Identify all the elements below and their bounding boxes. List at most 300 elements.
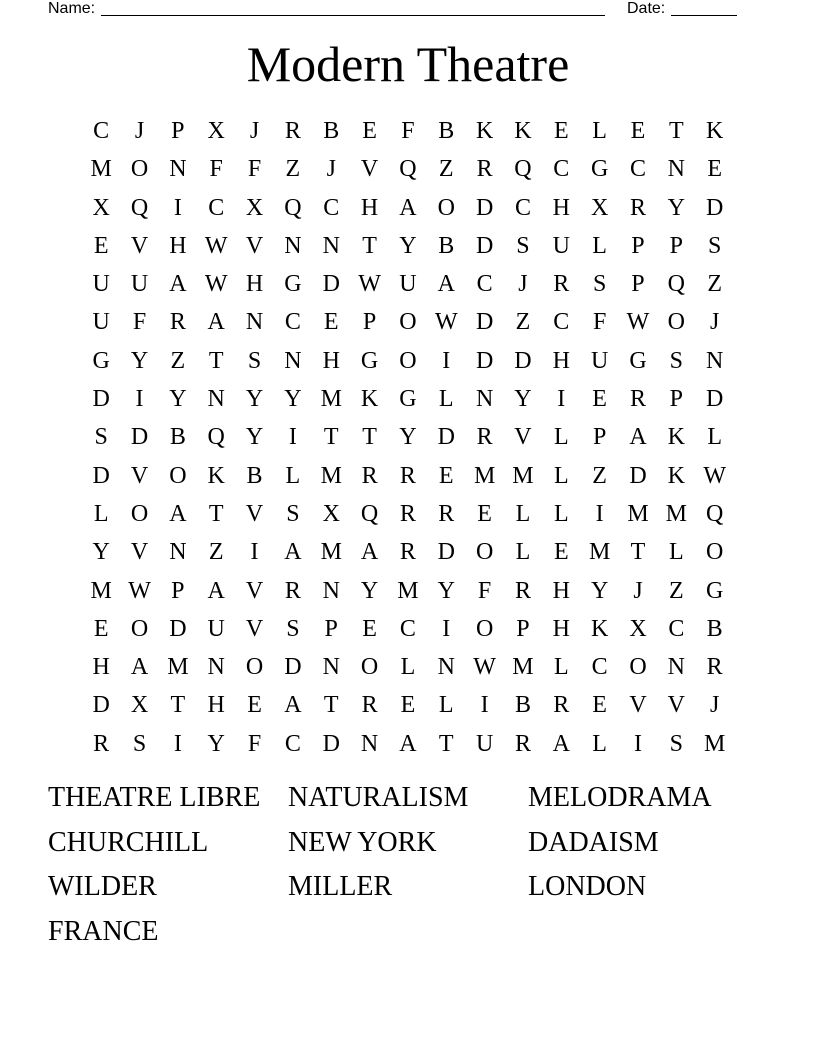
grid-letter: N — [207, 654, 225, 681]
grid-letter: P — [631, 232, 645, 259]
header — [48, 0, 740, 22]
grid-letter: I — [135, 386, 144, 413]
grid-letter: Q — [207, 424, 225, 451]
grid-letter: E — [362, 615, 377, 642]
grid-letter: I — [288, 424, 297, 451]
grid-letter: V — [360, 156, 379, 183]
grid-letter: S — [516, 232, 530, 259]
grid-letter: S — [132, 730, 147, 757]
grid-letter: E — [707, 156, 722, 183]
grid-letter: C — [284, 309, 301, 336]
grid-letter: I — [595, 500, 604, 527]
grid-letter: D — [130, 424, 149, 451]
grid-letter: M — [397, 577, 419, 604]
grid-letter: S — [286, 500, 300, 527]
grid-letter: Y — [360, 577, 379, 604]
grid-letter: V — [245, 232, 264, 259]
grid-letter: C — [553, 156, 570, 183]
grid-letter: H — [92, 654, 110, 681]
grid-letter: U — [552, 232, 570, 259]
grid-letter: E — [93, 232, 109, 259]
grid-letter: S — [286, 615, 300, 642]
name-field — [48, 0, 605, 18]
grid-letter: B — [169, 424, 186, 451]
grid-letter: E — [630, 118, 646, 144]
grid-letter: K — [514, 118, 532, 144]
grid-letter: N — [169, 539, 187, 566]
grid-letter: R — [361, 462, 378, 489]
grid-letter: V — [130, 462, 149, 489]
grid-letter: N — [667, 156, 685, 183]
grid-letter: C — [399, 615, 416, 642]
grid-letter: X — [92, 194, 110, 221]
grid-letter: E — [323, 309, 339, 336]
grid-letter: R — [629, 386, 646, 413]
name-label: Name: — [48, 0, 96, 17]
grid-letter: H — [322, 347, 340, 374]
grid-letter: O — [130, 156, 149, 183]
grid-letter: Q — [667, 271, 685, 298]
grid-letter: N — [169, 156, 187, 183]
word-list-item: THEATRE LIBRE — [48, 782, 261, 813]
grid-letter: H — [207, 692, 225, 719]
grid-letter: M — [90, 577, 112, 604]
grid-letter: U — [590, 347, 609, 374]
grid-letter: N — [667, 654, 685, 681]
grid-letter: D — [514, 347, 532, 374]
grid-letter: H — [245, 271, 264, 298]
grid-letter: K — [207, 462, 225, 489]
grid-letter: F — [592, 309, 607, 336]
grid-letter: O — [475, 539, 494, 566]
grid-letter: M — [320, 386, 342, 413]
grid-letter: L — [553, 462, 569, 489]
grid-letter: Z — [707, 271, 722, 298]
grid-letter: N — [207, 386, 225, 413]
grid-letter: V — [245, 577, 264, 604]
grid-letter: A — [130, 654, 149, 681]
grid-letter: S — [669, 730, 683, 757]
word-list-item: MELODRAMA — [528, 782, 712, 813]
grid-letter: J — [518, 271, 528, 298]
grid-letter: Z — [285, 156, 301, 183]
grid-letter: J — [249, 118, 260, 144]
grid-letter: Q — [130, 194, 149, 221]
grid-letter: I — [250, 539, 259, 566]
grid-letter: V — [245, 500, 264, 527]
grid-letter: A — [207, 577, 225, 604]
grid-letter: F — [247, 730, 262, 757]
grid-letter: Y — [207, 730, 225, 757]
grid-letter: A — [284, 539, 302, 566]
grid-letter: I — [557, 386, 566, 413]
grid-letter: D — [475, 347, 494, 374]
grid-letter: Q — [399, 156, 417, 183]
word-list — [48, 781, 768, 960]
grid-letter: R — [284, 118, 301, 144]
grid-letter: X — [629, 615, 647, 642]
grid-letter: P — [669, 232, 683, 259]
page-title: Modern Theatre — [246, 36, 570, 92]
grid-letter: M — [704, 730, 726, 757]
grid-letter: X — [322, 500, 340, 527]
grid-letter: U — [475, 730, 494, 757]
grid-letter: D — [92, 462, 110, 489]
grid-letter: T — [208, 500, 224, 527]
grid-letter: K — [667, 462, 685, 489]
grid-letter: L — [707, 424, 722, 451]
grid-letter: T — [362, 232, 377, 259]
grid-letter: R — [706, 654, 723, 681]
grid-letter: E — [93, 615, 109, 642]
grid-letter: R — [284, 577, 301, 604]
grid-letter: A — [207, 309, 225, 336]
grid-letter: M — [90, 156, 112, 183]
grid-letter: Z — [438, 156, 454, 183]
grid-letter: F — [132, 309, 147, 336]
grid-letter: E — [477, 500, 492, 527]
grid-letter: L — [553, 424, 569, 451]
grid-letter: L — [553, 500, 569, 527]
grid-letter: D — [706, 386, 724, 413]
grid-letter: R — [361, 692, 378, 719]
grid-letter: P — [324, 615, 338, 642]
grid-letter: G — [590, 156, 609, 183]
grid-letter: L — [592, 232, 607, 259]
word-list-item: NEW YORK — [288, 826, 437, 858]
word-list-item: MILLER — [288, 871, 393, 903]
grid-letter: L — [592, 118, 607, 144]
grid-letter: T — [630, 539, 646, 566]
grid-letter: D — [437, 539, 455, 566]
grid-letter: L — [668, 539, 684, 566]
grid-letter: M — [665, 500, 687, 527]
grid-letter: O — [437, 194, 455, 221]
date-field — [627, 0, 737, 18]
grid-letter: U — [92, 309, 110, 336]
grid-letter: T — [362, 424, 377, 451]
grid-letter: E — [592, 692, 607, 719]
grid-letter: T — [668, 118, 684, 144]
grid-letter: N — [706, 347, 724, 374]
grid-letter: G — [92, 347, 110, 374]
grid-letter: O — [399, 309, 417, 336]
grid-letter: K — [706, 118, 724, 144]
grid-letter: I — [480, 692, 489, 719]
grid-letter: B — [246, 462, 263, 489]
grid-letter: Q — [514, 156, 532, 183]
grid-letter: A — [437, 271, 455, 298]
grid-letter: W — [128, 577, 151, 604]
grid-letter: B — [438, 232, 455, 259]
grid-letter: V — [245, 615, 264, 642]
grid-letter: J — [633, 577, 643, 604]
grid-letter: R — [169, 309, 186, 336]
grid-letter: T — [170, 692, 186, 719]
grid-letter: X — [245, 194, 264, 221]
grid-letter: O — [130, 500, 149, 527]
grid-letter: R — [399, 539, 416, 566]
grid-letter: E — [592, 386, 607, 413]
grid-letter: D — [437, 424, 455, 451]
grid-letter: Y — [130, 347, 149, 374]
grid-letter: I — [442, 347, 451, 374]
grid-letter: M — [473, 462, 496, 489]
grid-letter: X — [207, 118, 225, 144]
grid-letter: D — [475, 309, 494, 336]
grid-letter: P — [362, 309, 377, 336]
grid-letter: I — [173, 730, 182, 757]
grid-letter: D — [475, 232, 494, 259]
grid-letter: J — [326, 156, 336, 183]
grid-letter: Y — [245, 424, 264, 451]
grid-letter: A — [552, 730, 570, 757]
grid-letter: N — [284, 232, 302, 259]
grid-letter: E — [553, 539, 569, 566]
grid-letter: H — [552, 347, 570, 374]
grid-letter: B — [438, 118, 455, 144]
grid-letter: K — [360, 386, 379, 413]
grid-letter: S — [669, 347, 683, 374]
grid-letter: D — [92, 692, 110, 719]
grid-letter: O — [399, 347, 417, 374]
grid-letter: W — [626, 309, 650, 336]
grid-letter: C — [93, 118, 110, 144]
grid-letter: J — [134, 118, 145, 144]
grid-letter: Y — [284, 386, 302, 413]
grid-letter: L — [285, 462, 301, 489]
grid-letter: V — [667, 692, 685, 719]
grid-letter: H — [552, 577, 570, 604]
grid-letter: R — [476, 156, 493, 183]
grid-letter: W — [703, 462, 726, 489]
grid-letter: L — [438, 692, 454, 719]
grid-letter: Q — [360, 500, 379, 527]
grid-letter: C — [323, 194, 340, 221]
grid-letter: Y — [92, 539, 110, 566]
grid-letter: K — [590, 615, 609, 642]
grid-letter: N — [245, 309, 264, 336]
grid-letter: L — [93, 500, 109, 527]
name-blank-line[interactable] — [101, 0, 605, 16]
grid-letter: C — [208, 194, 225, 221]
grid-letter: V — [130, 539, 149, 566]
date-blank-line[interactable] — [671, 0, 737, 16]
word-list-item: DADAISM — [528, 826, 659, 858]
grid-letter: R — [399, 462, 416, 489]
grid-letter: N — [475, 386, 494, 413]
grid-letter: F — [209, 156, 223, 183]
grid-letter: P — [516, 615, 530, 642]
grid-letter: S — [247, 347, 262, 374]
grid-letter: I — [442, 615, 451, 642]
grid-letter: V — [514, 424, 532, 451]
grid-letter: M — [627, 500, 649, 527]
grid-letter: W — [358, 271, 381, 298]
grid-letter: S — [707, 232, 722, 259]
grid-letter: W — [204, 232, 228, 259]
grid-letter: Y — [399, 424, 417, 451]
word-list-item: CHURCHILL — [48, 826, 209, 858]
grid-letter: Y — [399, 232, 417, 259]
grid-letter: X — [590, 194, 609, 221]
grid-letter: Y — [667, 194, 685, 221]
word-list-item: LONDON — [528, 871, 647, 903]
grid-letter: G — [284, 271, 302, 298]
grid-letter: J — [710, 309, 720, 336]
grid-letter: Z — [170, 347, 186, 374]
grid-letter: R — [438, 500, 455, 527]
grid-letter: F — [401, 118, 415, 144]
grid-letter: A — [399, 730, 417, 757]
grid-letter: G — [399, 386, 417, 413]
grid-letter: B — [323, 118, 340, 144]
word-list-item: NATURALISM — [288, 782, 469, 813]
grid-letter: M — [588, 539, 611, 566]
grid-letter: U — [130, 271, 149, 298]
grid-letter: W — [204, 271, 228, 298]
grid-letter: C — [591, 654, 608, 681]
grid-letter: R — [514, 730, 531, 757]
grid-letter: O — [706, 539, 724, 566]
grid-letter: T — [323, 424, 339, 451]
grid-letter: Z — [515, 309, 531, 336]
grid-letter: G — [629, 347, 647, 374]
grid-letter: R — [553, 271, 570, 298]
grid-letter: B — [514, 692, 531, 719]
grid-letter: O — [475, 615, 494, 642]
grid-letter: I — [173, 194, 182, 221]
grid-letter: V — [629, 692, 647, 719]
grid-letter: A — [169, 500, 187, 527]
grid-letter: F — [247, 156, 262, 183]
grid-letter: X — [130, 692, 149, 719]
grid-letter: G — [706, 577, 724, 604]
grid-letter: O — [245, 654, 264, 681]
grid-letter: Y — [514, 386, 532, 413]
grid-letter: O — [169, 462, 187, 489]
grid-letter: E — [438, 462, 454, 489]
grid-letter: E — [400, 692, 416, 719]
grid-letter: Q — [706, 500, 724, 527]
grid-letter: A — [284, 692, 302, 719]
grid-letter: G — [360, 347, 379, 374]
grid-letter: E — [362, 118, 377, 144]
grid-letter: V — [130, 232, 149, 259]
grid-letter: U — [207, 615, 225, 642]
grid-letter: S — [94, 424, 108, 451]
grid-letter: A — [399, 194, 417, 221]
grid-letter: A — [360, 539, 379, 566]
grid-letter: M — [320, 462, 342, 489]
grid-letter: P — [592, 424, 607, 451]
grid-letter: H — [552, 615, 570, 642]
grid-letter: N — [437, 654, 455, 681]
grid-letter: L — [400, 654, 416, 681]
grid-letter: T — [323, 692, 339, 719]
grid-letter: P — [171, 118, 185, 144]
grid-letter: O — [629, 654, 647, 681]
grid-letter: P — [631, 271, 645, 298]
grid-letter: L — [553, 654, 569, 681]
grid-letter: M — [512, 654, 534, 681]
grid-letter: C — [284, 730, 301, 757]
grid-letter: R — [553, 692, 570, 719]
grid-letter: N — [360, 730, 379, 757]
grid-letter: U — [92, 271, 110, 298]
grid-letter: O — [130, 615, 149, 642]
grid-letter: L — [515, 500, 531, 527]
grid-letter: Y — [590, 577, 609, 604]
grid-letter: A — [169, 271, 187, 298]
grid-letter: D — [475, 194, 494, 221]
grid-letter: Y — [245, 386, 264, 413]
grid-letter: Z — [668, 577, 684, 604]
word-list-item: WILDER — [48, 871, 157, 903]
grid-letter: D — [284, 654, 302, 681]
grid-letter: J — [710, 692, 720, 719]
grid-letter: A — [629, 424, 647, 451]
grid-letter: C — [668, 615, 685, 642]
grid-letter: N — [284, 347, 302, 374]
grid-letter: R — [399, 500, 416, 527]
grid-letter: M — [320, 539, 342, 566]
grid-letter: C — [514, 194, 531, 221]
grid-letter: Z — [208, 539, 224, 566]
grid-letter: Y — [437, 577, 455, 604]
grid-letter: D — [92, 386, 110, 413]
grid-letter: P — [669, 386, 683, 413]
grid-letter: Z — [592, 462, 607, 489]
grid-letter: C — [476, 271, 493, 298]
grid-letter: Q — [284, 194, 302, 221]
grid-letter: T — [438, 730, 454, 757]
grid-letter: L — [515, 539, 531, 566]
grid-letter: D — [629, 462, 647, 489]
grid-letter: D — [322, 271, 340, 298]
grid-letter: C — [629, 156, 646, 183]
grid-letter: C — [553, 309, 570, 336]
grid-letter: N — [322, 654, 340, 681]
grid-letter: H — [169, 232, 187, 259]
grid-letter: K — [475, 118, 494, 144]
grid-letter: U — [399, 271, 417, 298]
grid-letter: E — [553, 118, 569, 144]
grid-letter: D — [706, 194, 724, 221]
grid-letter: S — [592, 271, 607, 298]
grid-letter: T — [208, 347, 224, 374]
grid-letter: F — [477, 577, 492, 604]
grid-letter: W — [434, 309, 458, 336]
grid-letter: H — [360, 194, 379, 221]
grid-letter: M — [512, 462, 534, 489]
grid-letter: R — [476, 424, 493, 451]
grid-letter: R — [514, 577, 531, 604]
grid-letter: L — [438, 386, 454, 413]
grid-letter: D — [322, 730, 340, 757]
grid-letter: K — [667, 424, 685, 451]
grid-letter: R — [629, 194, 646, 221]
grid-letter: Y — [169, 386, 187, 413]
grid-letter: H — [552, 194, 570, 221]
word-list-item: FRANCE — [48, 916, 159, 948]
grid-letter: W — [473, 654, 496, 681]
grid-letter: E — [247, 692, 262, 719]
grid-letter: M — [167, 654, 189, 681]
grid-letter: I — [633, 730, 642, 757]
grid-letter: N — [322, 577, 340, 604]
grid-letter: R — [93, 730, 110, 757]
